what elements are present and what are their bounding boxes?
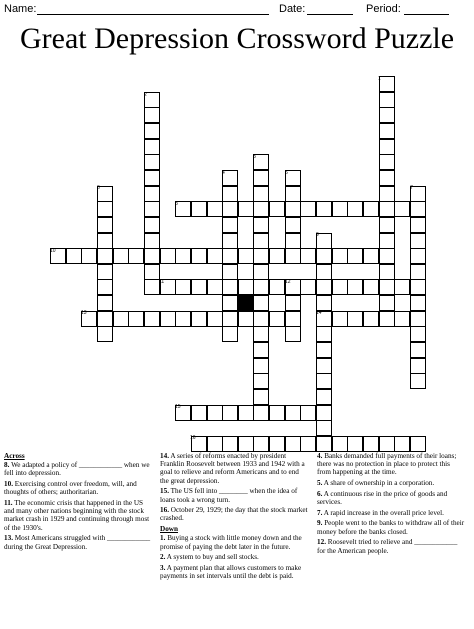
crossword-cell[interactable] [347,311,363,327]
clue-number-4: 4 [222,170,225,176]
crossword-cell[interactable] [316,405,332,421]
crossword-cell[interactable] [160,311,176,327]
crossword-cell[interactable] [300,436,316,452]
clue-number-16: 16 [190,435,196,441]
name-label: Name: [4,3,37,15]
crossword-cell[interactable] [191,248,207,264]
crossword-cell[interactable] [253,170,269,186]
crossword-cell[interactable] [379,123,395,139]
crossword-cell[interactable] [285,248,301,264]
crossword-cell[interactable] [269,311,285,327]
crossword-cell[interactable] [97,201,113,217]
crossword-cell[interactable] [269,436,285,452]
crossword-cell[interactable] [316,436,332,452]
crossword-cell[interactable] [97,295,113,311]
crossword-cell[interactable] [253,373,269,389]
crossword-cell[interactable] [379,295,395,311]
crossword-cell[interactable] [144,201,160,217]
crossword-cell[interactable] [300,248,316,264]
period-field[interactable] [404,14,449,15]
clue-down-2: 2. A system to buy and sell stocks. [160,553,259,562]
crossword-cell[interactable] [332,279,348,295]
crossword-cell[interactable] [410,373,426,389]
crossword-cell[interactable] [222,326,238,342]
clue-down-9: 9. People went to the banks to withdraw all of their money before the banks closed. [317,519,465,536]
crossword-cell[interactable] [316,295,332,311]
clue-across-13: 13. Most Americans struggled with ____________ during the Great Depression. [4,534,151,551]
crossword-cell[interactable] [222,217,238,233]
crossword-cell[interactable] [144,139,160,155]
crossword-cell[interactable] [253,248,269,264]
crossword-cell[interactable] [379,279,395,295]
down-heading: Down [160,525,178,534]
crossword-cell[interactable] [285,186,301,202]
crossword-cell[interactable] [363,201,379,217]
clue-down-4: 4. Banks demanded full payments of their loans; there was no protection in place to protect this from happening at the time. [317,452,457,477]
crossword-cell[interactable] [379,436,395,452]
crossword-cell[interactable] [238,279,254,295]
crossword-cell[interactable] [379,170,395,186]
clue-down-12: 12. Roosevelt tried to relieve and ____________ for the American people. [317,538,458,555]
crossword-cell[interactable] [222,248,238,264]
crossword-cell[interactable] [222,264,238,280]
crossword-cell[interactable] [175,311,191,327]
crossword-cell[interactable] [144,170,160,186]
crossword-cell[interactable] [410,279,426,295]
crossword-cell[interactable] [410,436,426,452]
clue-across-10: 10. Exercising control over freedom, will, and thoughts of others; authoritarian. [4,480,137,497]
clue-number-14: 14 [316,310,322,316]
crossword-cell[interactable] [253,217,269,233]
clues-column-3 [317,452,465,557]
crossword-cell[interactable] [316,279,332,295]
crossword-cell[interactable] [97,217,113,233]
crossword-cell[interactable] [347,436,363,452]
crossword-cell[interactable] [144,264,160,280]
crossword-cell[interactable] [363,311,379,327]
crossword-cell[interactable] [269,405,285,421]
crossword-cell[interactable] [97,248,113,264]
date-label: Date: [279,3,306,15]
crossword-cell[interactable] [253,358,269,374]
crossword-cell[interactable] [316,248,332,264]
crossword-cell[interactable] [253,264,269,280]
clue-number-9: 9 [316,232,319,238]
crossword-cell[interactable] [253,326,269,342]
across-heading: Across [4,452,25,460]
crossword-cell[interactable] [379,107,395,123]
crossword-cell[interactable] [222,201,238,217]
crossword-cell[interactable] [332,248,348,264]
crossword-cell[interactable] [347,279,363,295]
crossword-cell[interactable] [97,279,113,295]
clue-down-5: 5. A share of ownership in a corporation. [317,479,435,488]
crossword-cell[interactable] [144,186,160,202]
crossword-cell[interactable] [332,436,348,452]
crossword-cell[interactable] [410,358,426,374]
crossword-cell[interactable] [269,201,285,217]
date-field[interactable] [307,14,353,15]
clue-number-8: 8 [175,201,178,207]
clue-number-7: 7 [410,185,413,191]
crossword-cell[interactable] [253,295,269,311]
crossword-cell[interactable] [316,201,332,217]
crossword-cell[interactable] [253,389,269,405]
crossword-cell[interactable] [144,217,160,233]
crossword-cell[interactable] [207,279,223,295]
crossword-cell[interactable] [347,201,363,217]
crossword-cell[interactable] [144,248,160,264]
name-field[interactable] [37,14,269,15]
crossword-cell[interactable] [379,233,395,249]
crossword-cell[interactable] [253,436,269,452]
crossword-cell[interactable] [238,436,254,452]
crossword-cell[interactable] [410,295,426,311]
crossword-cell[interactable] [97,233,113,249]
period-label: Period: [366,3,401,15]
crossword-cell[interactable] [410,311,426,327]
crossword-cell[interactable] [191,279,207,295]
crossword-cell[interactable] [253,186,269,202]
crossword-cell[interactable] [128,311,144,327]
crossword-cell[interactable] [394,201,410,217]
crossword-cell[interactable] [410,248,426,264]
crossword-cell[interactable] [191,311,207,327]
crossword-cell[interactable] [175,248,191,264]
crossword-cell[interactable] [379,201,395,217]
crossword-cell[interactable] [207,248,223,264]
clue-across-14: 14. A series of reforms enacted by president Franklin Roosevelt between 1933 and 1942 with a goal to relieve and reform Americans and to end the great depression. [160,452,305,485]
crossword-cell[interactable] [316,389,332,405]
crossword-cell[interactable] [191,201,207,217]
crossword-cell[interactable] [332,311,348,327]
clue-number-6: 6 [97,185,100,191]
crossword-cell[interactable] [300,405,316,421]
crossword-cell[interactable] [238,201,254,217]
crossword-cell[interactable] [347,248,363,264]
clue-down-1: 1. Buying a stock with little money down and the promise of paying the debt later in the future. [160,534,302,551]
crossword-cell[interactable] [410,326,426,342]
crossword-cell[interactable] [379,154,395,170]
crossword-cell[interactable] [300,201,316,217]
crossword-cell[interactable] [222,295,238,311]
crossword-cell[interactable] [269,248,285,264]
crossword-cell[interactable] [394,311,410,327]
crossword-cell[interactable] [238,405,254,421]
crossword-cell[interactable] [410,217,426,233]
crossword-cell[interactable] [285,295,301,311]
clue-number-2: 2 [144,92,147,98]
crossword-cell[interactable] [253,342,269,358]
crossword-cell[interactable] [207,405,223,421]
crossword-cell[interactable] [332,201,348,217]
crossword-cell[interactable] [316,264,332,280]
crossword-cell[interactable] [253,233,269,249]
crossword-cell[interactable] [379,92,395,108]
crossword-cell[interactable] [144,279,160,295]
clue-number-1: 1 [378,76,381,82]
clue-across-11: 11. The economic crisis that happened in the US and many other nations beginning with the stock market crash in 1929 and continuing through most of the 1930's. [4,499,150,532]
crossword-cell[interactable] [394,279,410,295]
crossword-cell[interactable] [97,311,113,327]
crossword-cell[interactable] [379,217,395,233]
crossword-cell[interactable] [363,248,379,264]
crossword-cell[interactable] [379,76,395,92]
crossword-cell[interactable] [191,405,207,421]
crossword-cell[interactable] [410,201,426,217]
clue-across-16: 16. October 29, 1929; the day that the stock market crashed. [160,506,308,523]
crossword-cell[interactable] [97,264,113,280]
crossword-cell[interactable] [410,233,426,249]
crossword-cell[interactable] [316,342,332,358]
crossword-cell[interactable] [410,264,426,280]
crossword-cell[interactable] [253,405,269,421]
crossword-cell[interactable] [379,264,395,280]
crossword-cell[interactable] [285,311,301,327]
clue-across-8: 8. We adapted a policy of ____________ when we fell into depression. [4,461,150,478]
crossword-cell[interactable] [269,279,285,295]
clue-down-3: 3. A payment plan that allows customers to make payments in set intervals until the debt is paid. [160,563,302,581]
crossword-cell[interactable] [207,201,223,217]
crossword-cell[interactable] [144,233,160,249]
crossword-cell[interactable] [316,420,332,436]
crossword-cell[interactable] [379,139,395,155]
clue-number-5: 5 [285,170,288,176]
crossword-cell[interactable] [379,186,395,202]
crossword-cell[interactable] [207,311,223,327]
crossword-cell[interactable] [160,248,176,264]
crossword-cell[interactable] [66,248,82,264]
crossword-cell[interactable] [222,405,238,421]
crossword-cell[interactable] [222,311,238,327]
crossword-cell[interactable] [222,279,238,295]
crossword-cell[interactable] [113,248,129,264]
crossword-cell[interactable] [144,311,160,327]
crossword-block [238,295,254,311]
crossword-cell[interactable] [222,186,238,202]
crossword-cell[interactable] [394,436,410,452]
crossword-cell[interactable] [222,436,238,452]
crossword-cell[interactable] [128,248,144,264]
crossword-cell[interactable] [410,342,426,358]
crossword-cell[interactable] [238,311,254,327]
crossword-cell[interactable] [285,233,301,249]
page-title: Great Depression Crossword Puzzle [19,22,455,55]
crossword-cell[interactable] [207,436,223,452]
crossword-cell[interactable] [285,326,301,342]
crossword-cell[interactable] [97,326,113,342]
crossword-cell[interactable] [363,436,379,452]
clue-number-12: 12 [285,279,291,285]
clue-number-10: 10 [50,248,56,254]
crossword-cell[interactable] [316,326,332,342]
clue-number-13: 13 [81,310,87,316]
crossword-cell[interactable] [363,279,379,295]
crossword-cell[interactable] [285,405,301,421]
clue-number-3: 3 [253,154,256,160]
crossword-cell[interactable] [175,279,191,295]
crossword-cell[interactable] [285,201,301,217]
clues-column-1 [4,452,152,553]
clue-number-15: 15 [175,404,181,410]
crossword-cell[interactable] [253,279,269,295]
clues-column-2 [160,452,308,583]
crossword-cell[interactable] [316,358,332,374]
crossword-cell[interactable] [285,436,301,452]
crossword-cell[interactable] [300,279,316,295]
clue-number-11: 11 [159,279,165,285]
clue-down-7: 7. A rapid increase in the overall price level. [317,508,444,517]
crossword-cell[interactable] [81,248,97,264]
clue-across-15: 15. The US fell into ________ when the idea of loans took a wrong turn. [160,487,298,504]
crossword-cell[interactable] [253,201,269,217]
crossword-cell[interactable] [379,311,395,327]
crossword-cell[interactable] [285,217,301,233]
crossword-cell[interactable] [316,373,332,389]
crossword-cell[interactable] [113,311,129,327]
crossword-cell[interactable] [144,107,160,123]
crossword-cell[interactable] [253,311,269,327]
crossword-cell[interactable] [144,154,160,170]
clue-down-6: 6. A continuous rise in the price of goods and services. [317,489,448,507]
crossword-cell[interactable] [379,248,395,264]
crossword-cell[interactable] [238,248,254,264]
crossword-cell[interactable] [222,233,238,249]
crossword-cell[interactable] [144,123,160,139]
